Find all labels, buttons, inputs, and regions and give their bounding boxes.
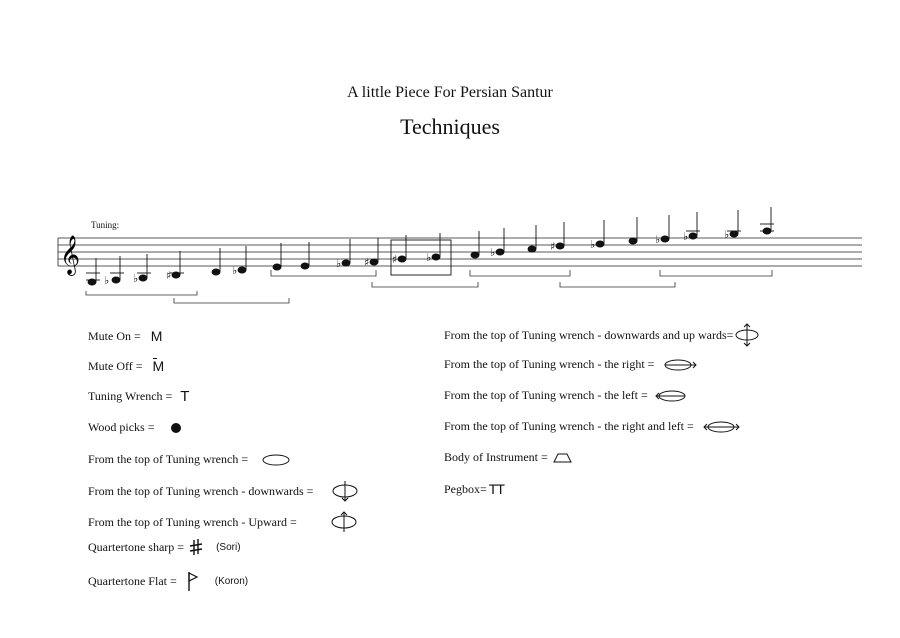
legend-right-label: From the top of Tuning wrench - the right = — [444, 357, 655, 371]
svg-text:♭: ♭ — [683, 230, 689, 243]
legend-pegbox-label: Pegbox= — [444, 481, 487, 496]
tuning-label: Tuning: — [91, 220, 120, 230]
legend-top-wrench-upward — [88, 511, 361, 533]
svg-text:♭: ♭ — [655, 233, 661, 246]
tuning-wrench-icon: T — [180, 388, 190, 405]
svg-text:♯: ♯ — [364, 256, 370, 269]
legend-top-wrench-downwards — [88, 480, 363, 502]
page-title: Techniques — [400, 114, 500, 139]
treble-clef-icon: 𝄞 — [60, 235, 81, 275]
legend-top-wrench-upward-label: From the top of Tuning wrench - Upward = — [88, 514, 297, 529]
legend-quartertone-flat-label: Quartertone Flat = — [88, 573, 177, 588]
svg-text:♭: ♭ — [104, 274, 110, 287]
legend-right — [444, 357, 702, 372]
legend-wood-picks — [88, 420, 184, 435]
staff-lines — [58, 238, 862, 266]
left-arrow-ellipse-icon — [648, 389, 696, 403]
right-arrow-ellipse-icon — [654, 358, 702, 372]
legend-mute-off — [88, 358, 164, 375]
legend-body-label: Body of Instrument = — [444, 450, 548, 464]
legend-quartertone-sharp-label: Quartertone sharp = — [88, 539, 185, 554]
legend-right-left-label: From the top of Tuning wrench - the right and left = — [444, 419, 694, 433]
trapezoid-icon — [548, 451, 576, 465]
quartertone-flat-icon — [177, 570, 201, 592]
legend-left-label: From the top of Tuning wrench - the left = — [444, 388, 648, 402]
legend-right-left — [444, 419, 748, 434]
staff-accidentals — [104, 228, 729, 287]
svg-text:♭: ♭ — [336, 257, 342, 270]
svg-text:♯: ♯ — [550, 240, 556, 253]
svg-text:♭: ♭ — [490, 246, 496, 259]
wood-picks-icon — [154, 421, 184, 435]
legend-down-up-label: From the top of Tuning wrench - downwards and up wards= — [444, 327, 734, 342]
legend-tuning-wrench — [88, 388, 189, 405]
legend-quartertone-sharp — [88, 538, 241, 556]
legend-quartertone-flat — [88, 570, 248, 592]
mute-off-icon: M — [152, 358, 165, 374]
legend-pegbox — [444, 481, 504, 497]
legend-wood-picks-label: Wood picks = — [88, 420, 155, 434]
legend-left — [444, 388, 696, 403]
downwards-icon — [313, 480, 363, 502]
legend-top-wrench-label: From the top of Tuning wrench = — [88, 452, 249, 466]
pegbox-icon: TT — [488, 481, 504, 497]
legend-body — [444, 450, 576, 465]
right-left-ellipse-icon — [694, 420, 748, 434]
legend-down-up — [444, 323, 763, 347]
svg-text:♭: ♭ — [724, 228, 730, 241]
staff-notes — [86, 207, 774, 285]
legend-quartertone-flat-note: (Koron) — [214, 575, 249, 587]
mute-on-icon: M — [150, 328, 163, 344]
quartertone-sharp-icon — [184, 538, 206, 556]
legend-top-wrench — [88, 452, 292, 467]
page-subtitle: A little Piece For Persian Santur — [347, 84, 553, 101]
legend-tuning-wrench-label: Tuning Wrench = — [88, 389, 173, 403]
svg-text:♭: ♭ — [590, 238, 596, 251]
legend-quartertone-sharp-note: (Sori) — [216, 541, 241, 553]
svg-text:♯: ♯ — [392, 253, 398, 266]
svg-text:♯: ♯ — [166, 269, 172, 282]
legend-mute-on — [88, 328, 162, 344]
svg-text:♭: ♭ — [133, 272, 139, 285]
svg-text:♭: ♭ — [232, 264, 238, 277]
upward-icon — [297, 511, 361, 533]
legend-mute-off-label: Mute Off = — [88, 359, 143, 373]
legend-mute-on-label: Mute On = — [88, 328, 141, 343]
down-up-icon — [733, 323, 763, 347]
ellipse-icon — [248, 453, 292, 467]
svg-text:♭: ♭ — [426, 251, 432, 264]
legend-top-wrench-downwards-label: From the top of Tuning wrench - downwards = — [88, 483, 314, 498]
